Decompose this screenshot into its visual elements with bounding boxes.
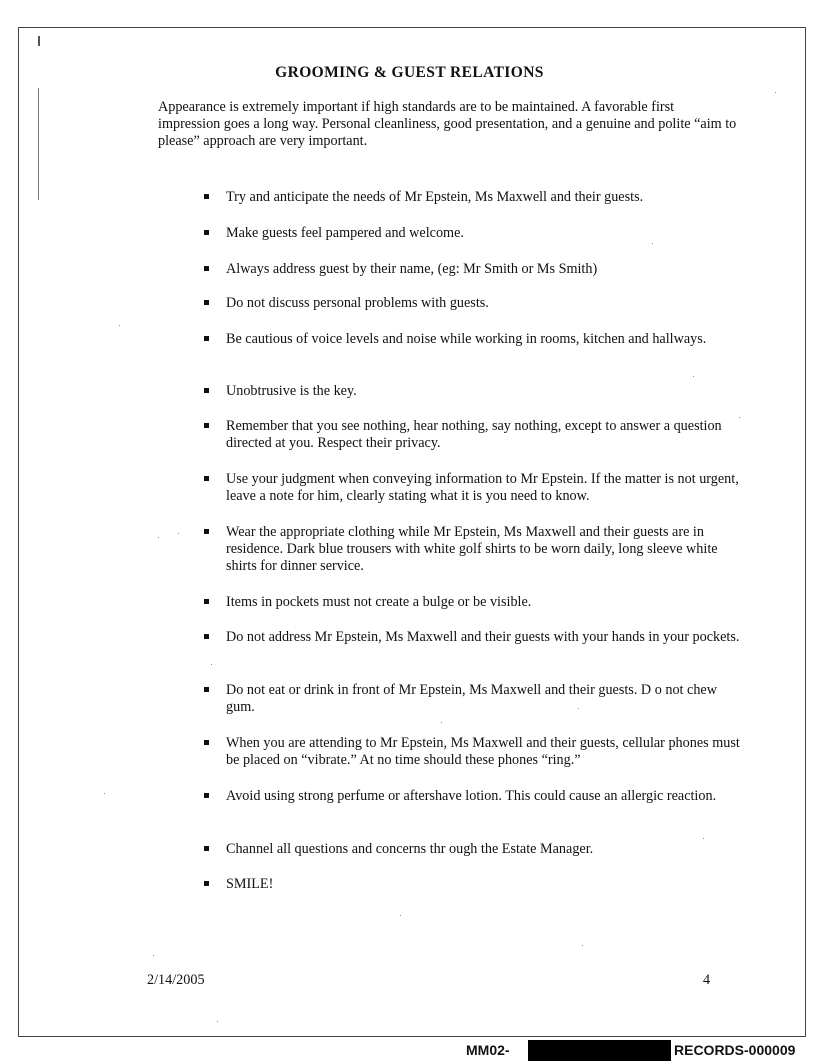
list-item-text: Always address guest by their name, (eg: Mr Smith or Ms Smith) [226, 261, 598, 277]
scan-speck [441, 722, 442, 723]
list-item-text: Make guests feel pampered and welcome. [226, 225, 464, 241]
scan-speck [400, 915, 401, 916]
bullet-icon [204, 230, 209, 235]
scan-speck [582, 945, 583, 946]
bullet-icon [204, 300, 209, 305]
bullet-icon [204, 194, 209, 199]
scan-speck [693, 376, 694, 377]
scan-speck [739, 417, 740, 418]
list-item-text: Use your judgment when conveying information to Mr Epstein. If the matter is not urgent, leave a note for him, clearly stating what it is you need to know. [226, 471, 739, 504]
list-item-text: Be cautious of voice levels and noise while working in rooms, kitchen and hallways. [226, 331, 707, 347]
bullet-icon [204, 599, 209, 604]
page-title: GROOMING & GUEST RELATIONS [275, 64, 544, 81]
bates-suffix: RECORDS-000009 [674, 1042, 796, 1058]
bates-prefix: MM02- [466, 1042, 510, 1058]
scan-speck [211, 664, 212, 665]
list-item-text: Do not eat or drink in front of Mr Epstein, Ms Maxwell and their guests. D o not chew gum. [226, 682, 717, 715]
scan-speck [703, 838, 704, 839]
bullet-icon [204, 266, 209, 271]
bullet-icon [204, 476, 209, 481]
intro-paragraph: Appearance is extremely important if high standards are to be maintained. A favorable first impression goes a long way. Personal cleanliness, good presentation, and a genuine and polite “aim to please” approach are very important. [158, 99, 737, 149]
list-item-text: Do not address Mr Epstein, Ms Maxwell and their guests with your hands in your pockets. [226, 629, 740, 645]
bullet-icon [204, 634, 209, 639]
page-number: 4 [703, 972, 711, 988]
scan-speck [578, 708, 579, 709]
bullet-icon [204, 336, 209, 341]
bullet-icon [204, 846, 209, 851]
list-item-text: When you are attending to Mr Epstein, Ms Maxwell and their guests, cellular phones must be placed on “vibrate.” At no time should these phones “ring.” [226, 735, 740, 768]
bates-stamp [466, 1040, 819, 1062]
list-item-text: SMILE! [226, 876, 274, 892]
redaction-box [528, 1040, 671, 1061]
scan-speck [104, 793, 105, 794]
scan-speck [153, 955, 154, 956]
list-item-text: Channel all questions and concerns thr ough the Estate Manager. [226, 841, 594, 857]
list-item-text: Avoid using strong perfume or aftershave lotion. This could cause an allergic reaction. [226, 788, 717, 804]
scan-speck [158, 537, 159, 538]
list-item-text: Remember that you see nothing, hear nothing, say nothing, except to answer a question directed at you. Respect their privacy. [226, 418, 722, 451]
bullet-icon [204, 687, 209, 692]
scan-speck [775, 92, 776, 93]
scan-speck [119, 325, 120, 326]
bullet-icon [204, 388, 209, 393]
list-item-text: Unobtrusive is the key. [226, 383, 357, 399]
footer-date: 2/14/2005 [147, 972, 205, 988]
list-item-text: Items in pockets must not create a bulge or be visible. [226, 594, 532, 610]
bullet-icon [204, 529, 209, 534]
bullet-icon [204, 881, 209, 886]
list-item-text: Wear the appropriate clothing while Mr Epstein, Ms Maxwell and their guests are in residence. Dark blue trousers with white golf shirts to be worn daily, long sleeve white shirts for dinner service. [226, 524, 718, 574]
bullet-icon [204, 423, 209, 428]
bullet-icon [204, 740, 209, 745]
scan-speck [217, 1021, 218, 1022]
scan-speck [178, 533, 179, 534]
list-item-text: Try and anticipate the needs of Mr Epstein, Ms Maxwell and their guests. [226, 189, 644, 205]
bullet-icon [204, 793, 209, 798]
scan-speck [652, 243, 653, 244]
list-item-text: Do not discuss personal problems with guests. [226, 295, 489, 311]
